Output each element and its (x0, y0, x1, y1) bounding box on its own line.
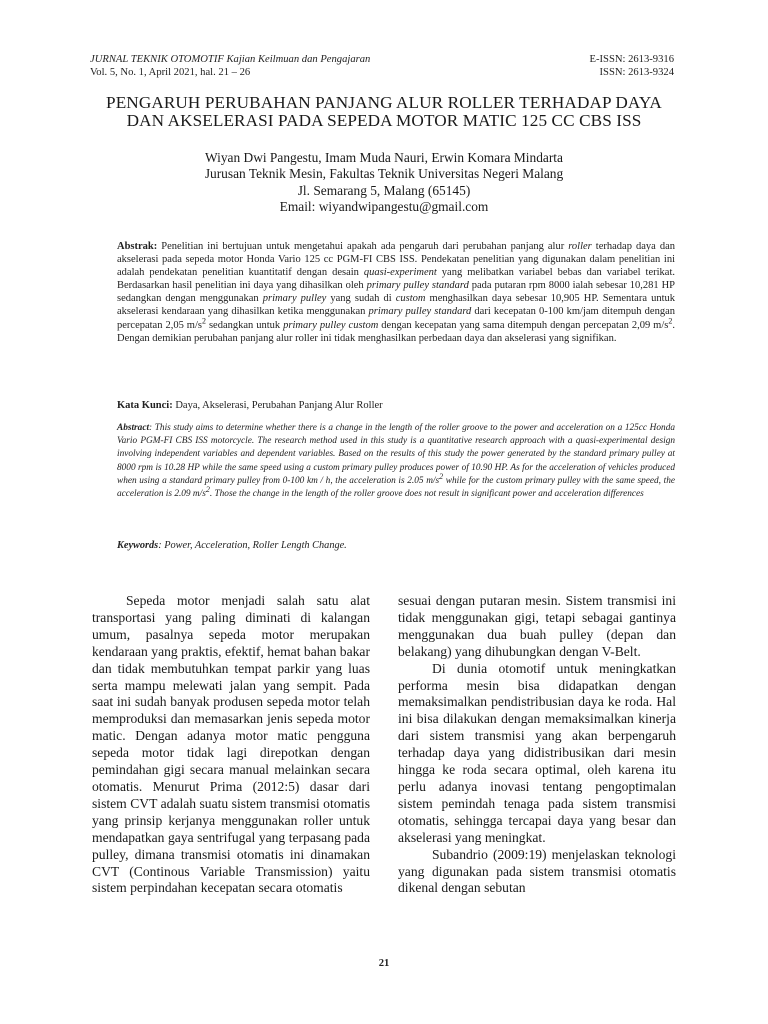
abstract-en-text: while for the custom primary pulley with the same speed, the acceleration is 2.09 m/s (117, 475, 675, 500)
author-names: Wiyan Dwi Pangestu, Imam Muda Nauri, Erwin Komara Mindarta (205, 150, 563, 165)
abstract-en-label: Abstract (117, 423, 150, 433)
issn: ISSN: 2613-9324 (599, 67, 674, 78)
title-line-1: PENGARUH PERUBAHAN PANJANG ALUR ROLLER TERHADAP DAYA (106, 93, 662, 112)
eissn: E-ISSN: 2613-9316 (589, 54, 674, 65)
running-header-right (590, 53, 674, 79)
abstract-italic: primary pulley standard (368, 306, 472, 318)
body-column-left (92, 593, 370, 897)
paragraph: Di dunia otomotif untuk meningkatkan performa mesin bisa didapatkan dengan memaksimalkan pendistribusian daya ke roda. Hal ini bisa dilakukan dengan memaksimalkan kinerja dari sistem transmisi yang akan berpengaruh terhadap daya yang didistribusikan dari mesin hingga ke roda secara optimal, oleh karena itu perlu adanya inovasi tentang pengoptimalan sistem pemindah tenaga pada sistem transmisi otomatis, sehingga tercapai daya yang besar dan akselerasi yang meningkat. (398, 660, 676, 845)
abstract-text: terhadap daya dan akselerasi pada sepeda motor Honda Vario 125 cc PGM-FI CBS ISS. Pendekatan penelitian yang digunakan dalam penelitian ini adalah pendekatan penelitian kuantitatif dengan desain (117, 241, 675, 279)
paragraph: sesuai dengan putaran mesin. Sistem transmisi ini tidak menggunakan gigi, tetapi sebagai gantinya menggunakan dua buah pulley (depan dan belakang) yang dihubungkan dengan V-Belt. (398, 593, 676, 659)
superscript: 2 (201, 316, 206, 326)
abstract-text: dari kecepatan 0-100 km/jam ditempuh dengan percepatan 2,05 m/s (117, 306, 675, 331)
keywords-label: Kata Kunci: (117, 400, 173, 411)
abstract-italic: primary pulley (262, 293, 327, 305)
journal-name: JURNAL TEKNIK OTOMOTIF Kajian Keilmuan dan Pengajaran (90, 54, 371, 65)
title-line-2: DAN AKSELERASI PADA SEPEDA MOTOR MATIC 125 CC CBS ISS (126, 111, 642, 130)
running-header-left (90, 53, 370, 79)
abstract-text: yang melibatkan variabel bebas dan variabel terikat. Berdasarkan hasil penelitian ini daya yang dihasilkan oleh (117, 267, 676, 292)
paragraph: Subandrio (2009:19) menjelaskan teknologi yang digunakan pada sistem transmisi otomatis dikenal dengan sebutan (398, 846, 676, 896)
abstract-text: yang sudah di (326, 293, 396, 305)
email: Email: wiyandwipangestu@gmail.com (279, 198, 489, 214)
keywords-id (117, 399, 383, 412)
abstract-id (117, 240, 675, 345)
abstract-text: dengan kecepatan yang sama ditempuh dengan percepatan 2,09 m/s (378, 319, 669, 331)
paper-title (70, 94, 698, 130)
abstract-text: sedangkan untuk (205, 319, 284, 331)
abstract-italic: roller (568, 241, 592, 252)
abstract-en-text: : This study aims to determine whether there is a change in the length of the roller groove to the power and acceleration on a 125cc Honda Vario PGM-FI CBS ISS motorcycle. The research method used in this study is a quantitative research approach with a quasi-experimental design involving independent variables and dependent variables. Based on the results of this study the power generated by the standard primary pulley at 8000 rpm is 10.28 HP while the same speed using a custom primary pulley produces power of 10.90 HP. As for the acceleration of vehicles produced when using a standard primary pulley from 0-100 km / h, the acceleration is 2.05 m/s (117, 423, 675, 486)
keywords-en-label: Keywords (117, 540, 159, 551)
superscript: 2 (439, 471, 444, 481)
abstract-en (117, 422, 675, 501)
abstract-text: menghasilkan daya sebesar 10,905 HP. Sementara untuk akselerasi kendaraan yang dihasilkan ketika menggunakan (117, 293, 675, 318)
body-column-right (398, 593, 676, 897)
abstract-italic: primary pulley custom (283, 319, 379, 331)
abstract-text: . Dengan demikian perubahan panjang alur roller ini tidak menghasilkan perbedaan daya dan akselerasi yang signifikan. (117, 319, 675, 344)
affiliation: Jurusan Teknik Mesin, Fakultas Teknik Universitas Negeri Malang (204, 166, 564, 182)
abstract-italic: custom (395, 293, 426, 305)
page-number: 21 (378, 958, 390, 969)
abstract-italic: primary pulley standard (366, 280, 469, 292)
superscript: 2 (668, 316, 673, 326)
abstract-label: Abstrak: (117, 241, 158, 252)
paragraph: Sepeda motor menjadi salah satu alat transportasi yang paling diminati di kalangan umum, pasalnya sepeda motor merupakan kendaraan yang praktis, efektif, hemat bahan bakar dan tidak membutuhkan tempat parkir yang luas serta mampu melewati jalan yang sempit. Pada saat ini sudah banyak produsen sepeda motor telah memproduksi dan memasarkan jenis sepeda motor matic. Dengan adanya motor matic pengguna sepeda motor tidak lagi direpotkan dengan pemindahan gigi secara manual melainkan secara otomatis. Menurut Prima (2012:5) dasar dari sistem CVT adalah suatu sistem transmisi otomatis yang prinsip kerjanya menggunakan roller untuk mendapatkan gaya sentrifugal yang terpasang pada pulley, dimana transmisi otomatis ini dinamakan CVT (Continous Variable Transmission) yaitu sistem perpindahan kecepatan secara otomatis (92, 593, 370, 896)
abstract-text: Penelitian ini bertujuan untuk mengetahui apakah ada pengaruh dari perubahan panjang alur (157, 241, 569, 252)
keywords-en-text: : Power, Acceleration, Roller Length Change. (158, 540, 347, 551)
keywords-text: Daya, Akselerasi, Perubahan Panjang Alur Roller (172, 400, 383, 411)
keywords-en (117, 539, 347, 552)
volume-info: Vol. 5, No. 1, April 2021, hal. 21 – 26 (90, 67, 251, 78)
abstract-en-text: . Those the change in the length of the roller groove does not result in significant power and acceleration differences (209, 489, 644, 500)
abstract-italic: quasi-experiment (363, 267, 437, 279)
superscript: 2 (205, 484, 210, 494)
author-block (84, 150, 684, 215)
abstract-text: pada putaran rpm 8000 ialah sebesar 10,281 HP sedangkan dengan menggunakan (117, 280, 675, 305)
address: Jl. Semarang 5, Malang (65145) (297, 182, 471, 198)
